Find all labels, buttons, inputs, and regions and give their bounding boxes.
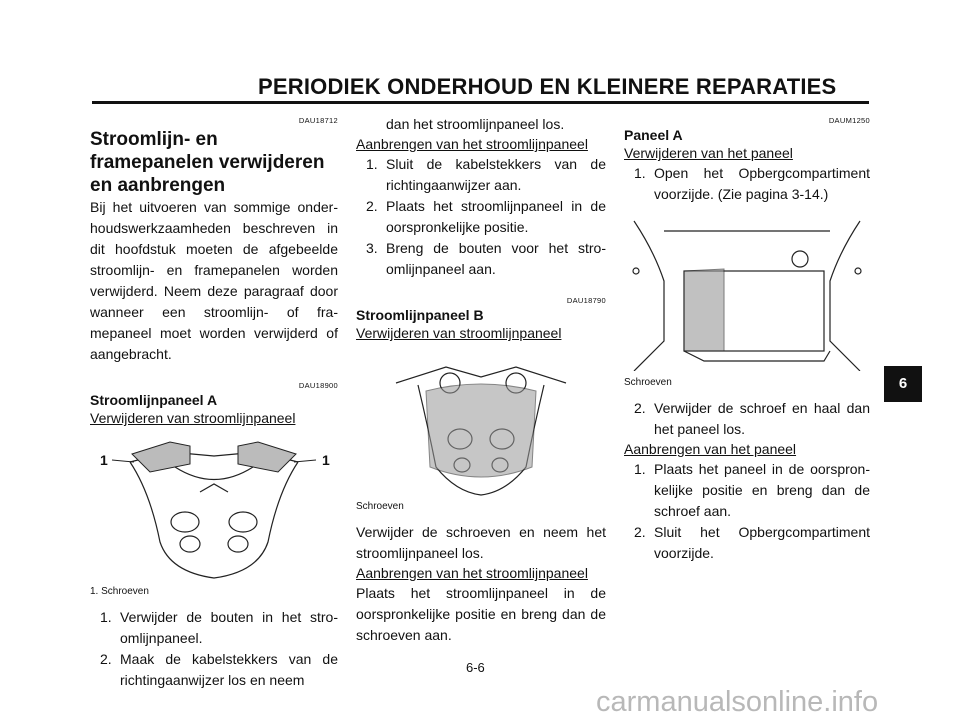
watermark: carmanualsonline.info: [596, 686, 879, 718]
intro-paragraph: Bij het uitvoeren van sommige onder-houdswerkzaamheden beschreven in dit hoofdstuk moeten de afgebeelde stroomlijn- en framepanelen worden verwijderd. Neem deze paragraaf door wanneer een stroomlijn- of fra-mepaneel moet worden verwijderd of aangebracht.: [90, 199, 338, 362]
column-3: [624, 104, 870, 564]
scooter-front-illustration: [90, 432, 338, 582]
remove-text: Verwijder de schroeven en neem het stroomlijnpaneel los.: [356, 524, 606, 561]
figure-panel-a: [90, 432, 338, 582]
install-step-2: 2. Sluit het Opbergcompartiment voorzijde.: [634, 524, 870, 561]
step-1: 1. Open het Opbergcompartiment voorzijde. (Zie pagina 3-14.): [634, 165, 870, 202]
remove-title: Verwijderen van stroomlijnpaneel: [90, 410, 296, 426]
install-title: Aanbrengen van het stroomlijnpaneel: [356, 136, 588, 152]
remove-title: Verwijderen van stroomlijnpaneel: [356, 325, 562, 341]
section-heading: Stroomlijn- en framepanelen verwijderen en aanbrengen: [90, 129, 325, 196]
storage-compartment-illustration: [624, 211, 870, 371]
figure-caption: Schroeven: [624, 377, 672, 388]
install-step-1: 1. Sluit de kabelstekkers van de richtingaanwijzer aan.: [366, 156, 606, 193]
chapter-tab: 6: [884, 366, 922, 402]
figure-caption: Schroeven: [356, 501, 404, 512]
figure-caption: 1. Schroeven: [90, 586, 149, 597]
install-step-3: 3. Breng de bouten voor het stro-omlijnpaneel aan.: [366, 240, 606, 277]
step-2: 2. Verwijder de schroef en haal dan het paneel los.: [634, 400, 870, 437]
callout-1-left: 1: [100, 452, 108, 468]
install-title: Aanbrengen van het paneel: [624, 441, 797, 457]
column-2: [356, 114, 606, 646]
install-text: Plaats het stroomlijnpaneel in de oorspronkelijke positie en breng dan de schroeven aan.: [356, 585, 606, 643]
install-step-2: 2. Plaats het stroomlijnpaneel in de oorspronkelijke positie.: [366, 198, 606, 235]
subsection-code: DAU18900: [298, 381, 338, 390]
step-2: 2. Maak de kabelstekkers van de richtingaanwijzer los en neem: [100, 651, 338, 688]
subheading-paneel-a: Paneel A: [624, 127, 683, 143]
step-1: 1. Verwijder de bouten in het stro-omlijnpaneel.: [100, 609, 338, 646]
page-number: 6-6: [466, 660, 485, 675]
install-title-2: Aanbrengen van het stroomlijnpaneel: [356, 565, 588, 581]
subheading-panel-a: Stroomlijnpaneel A: [90, 392, 218, 408]
subheading-panel-b: Stroomlijnpaneel B: [356, 307, 484, 323]
install-step-1: 1. Plaats het paneel in de oorspron-kelijke positie en breng dan de schroef aan.: [634, 461, 870, 519]
section-code: DAU18712: [298, 116, 338, 125]
column-1: [90, 104, 338, 691]
callout-1-right: 1: [322, 452, 330, 468]
scooter-front-illustration-b: [356, 347, 606, 497]
page-header-title: PERIODIEK ONDERHOUD EN KLEINERE REPARATIES: [258, 74, 837, 99]
continuation-text: dan het stroomlijnpaneel los.: [386, 116, 565, 132]
remove-title: Verwijderen van het paneel: [624, 145, 793, 161]
subsection-code: DAU18790: [566, 296, 606, 305]
subsection-code: DAUM1250: [828, 116, 870, 125]
